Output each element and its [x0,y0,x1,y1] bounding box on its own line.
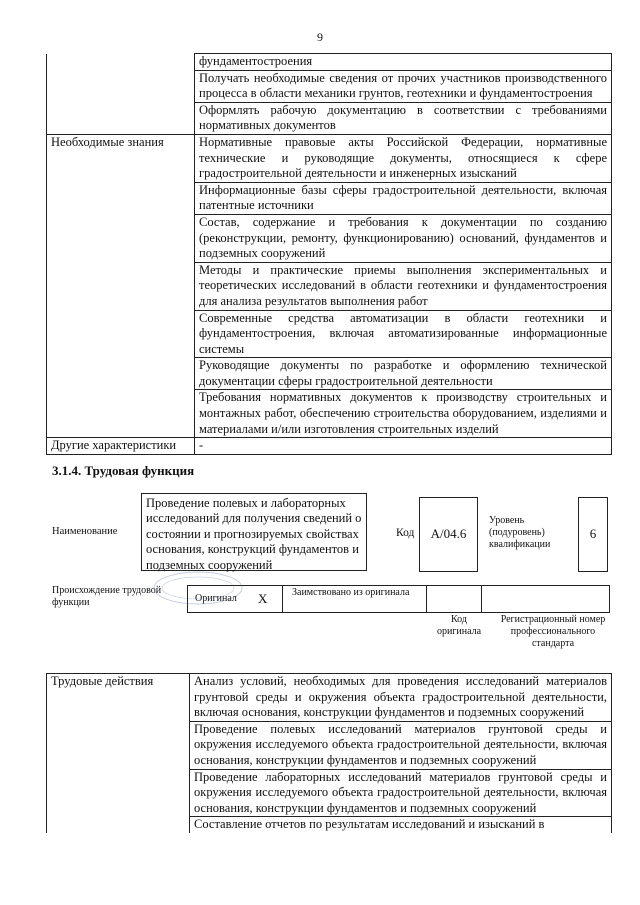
skills-table [46,53,612,455]
table-row [47,70,612,102]
table-row [47,358,612,390]
row-text: - [195,438,612,455]
borrowed-label: Заимствовано из оригинала [292,587,410,598]
row-label: Необходимые знания [47,134,195,182]
row-text: Современные средства автоматизации в области геотехники и фундаментостроения, включая автоматизированные информационные системы [195,310,612,358]
row-label [47,182,195,214]
row-text: Получать необходимые сведения от прочих участников производственного процесса в области механики грунтов, геотехники и фундаментостроения [195,70,612,102]
reg-caption: Регистрационный номер профессионального стандарта [500,614,606,649]
row-text: Методы и практические приемы выполнения экспериментальных и теоретических исследований в области геотехники и фундаментостроения для анализа результатов выполнения работ [195,262,612,310]
table-row [47,182,612,214]
row-text: Руководящие документы по разработке и оформлению технической документации сферы градостроительной деятельности [195,358,612,390]
code-label: Код [396,527,415,539]
table-row [47,310,612,358]
original-mark: X [258,591,268,606]
row-label [47,102,195,134]
actions-table-body [47,674,612,833]
row-text: Состав, содержание и требования к документации по созданию (реконструкции, ремонту, функционированию) оснований, фундаментов и подземных сооружений [195,214,612,262]
level-box [578,497,608,572]
table-row [47,102,612,134]
table-row [47,262,612,310]
row-text: Оформлять рабочую документацию в соответствии с требованиями нормативных документов [195,102,612,134]
code-caption: Код оригинала [436,614,482,637]
level-label: Уровень (подуровень) квалификации [489,515,551,550]
page-number: 9 [317,30,323,44]
table-row [47,134,612,182]
original-label: Оригинал [195,593,237,604]
origin-label: Происхождение трудовой функции [52,585,162,608]
table-row [47,674,612,722]
row-label [47,54,195,71]
actions-table [46,673,612,833]
row-label [47,214,195,262]
table-row [47,390,612,438]
row-label [47,70,195,102]
row-label [47,358,195,390]
name-box [141,493,367,571]
table-row [47,438,612,455]
origin-row [187,585,610,613]
row-text: Требования нормативных документов к производству строительных и монтажных работ, обеспечению строительства оборудованием, изделиями и материалами и/или изготовления строительных изделий [195,390,612,438]
name-value: Проведение полевых и лабораторных исследований для получения сведений о состоянии и прогнозируемых свойствах основания, конструкций фундаментов и подземных сооружений [146,496,362,572]
row-label [47,262,195,310]
actions-label: Трудовые действия [47,674,190,833]
row-text: фундаментостроения [195,54,612,71]
table-row [47,54,612,71]
code-value: А/04.6 [430,526,467,541]
row-label [47,310,195,358]
row-text: Информационные базы сферы градостроительной деятельности, включая патентные источники [195,182,612,214]
code-box [419,497,478,572]
name-label: Наименование [52,526,118,537]
action-text: Составление отчетов по результатам исследований и изысканий в [190,817,612,833]
table-row [47,214,612,262]
level-value: 6 [589,526,597,541]
skills-table-body [47,54,612,455]
row-label: Другие характеристики [47,438,195,455]
action-text: Проведение лабораторных исследований материалов грунтовой среды и окружения исследуемого объекта градостроительной деятельности, включая основания, конструкции фундаментов и подземных сооружений [190,769,612,817]
action-text: Анализ условий, необходимых для проведения исследований материалов грунтовой среды и окружения объекта градостроительной деятельности, включая основания, конструкции фундаментов и подземных сооружений [190,674,612,722]
action-text: Проведение полевых исследований материалов грунтовой среды и окружения исследуемого объекта градостроительной деятельности, включая основания, конструкции фундаментов и подземных сооружений [190,721,612,769]
row-label [47,390,195,438]
row-text: Нормативные правовые акты Российской Федерации, нормативные технические и руководящие документы, относящиеся к сфере градостроительной деятельности и инженерных изысканий [195,134,612,182]
section-title: 3.1.4. Трудовая функция [52,463,195,478]
